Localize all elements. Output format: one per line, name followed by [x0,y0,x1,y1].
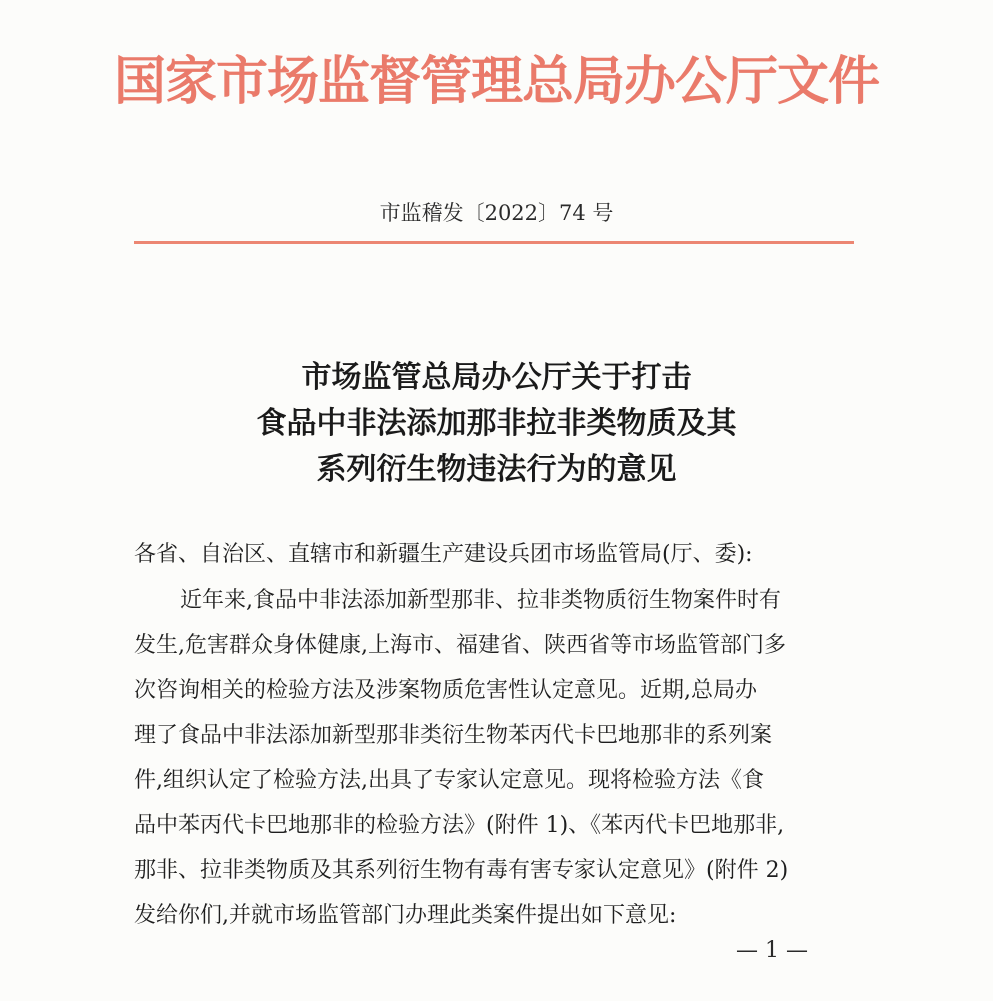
page-number: — 1 — [736,938,808,963]
body-line: 理了食品中非法添加新型那非类衍生物苯丙代卡巴地那非的系列案 [134,723,773,748]
body-line: 那非、拉非类物质及其系列衍生物有毒有害专家认定意见》(附件 2) [134,858,789,883]
body-line: 次咨询相关的检验方法及涉案物质危害性认定意见。近期,总局办 [134,678,757,703]
body-line: 发生,危害群众身体健康,上海市、福建省、陕西省等市场监管部门多 [134,633,786,658]
title-line: 市场监管总局办公厅关于打击 [301,360,692,395]
body-line: 发给你们,并就市场监管部门办理此类案件提出如下意见: [134,903,677,928]
red-separator-line [134,241,854,244]
body-paragraph [134,578,874,938]
salutation: 各省、自治区、直辖市和新疆生产建设兵团市场监管局(厅、委): [134,542,753,567]
body-line: 品中苯丙代卡巴地那非的检验方法》(附件 1)、《苯丙代卡巴地那非, [134,813,785,838]
title-line: 系列衍生物违法行为的意见 [316,452,677,487]
document-title [0,355,993,493]
title-line: 食品中非法添加那非拉非类物质及其 [256,406,737,441]
body-line: 件,组织认定了检验方法,出具了专家认定意见。现将检验方法《食 [134,768,764,793]
body-line: 近年来,食品中非法添加新型那非、拉非类物质衍生物案件时有 [180,588,781,613]
document-number: 市监稽发〔2022〕74 号 [379,201,614,225]
masthead-title: 国家市场监督管理总局办公厅文件 [113,52,879,112]
